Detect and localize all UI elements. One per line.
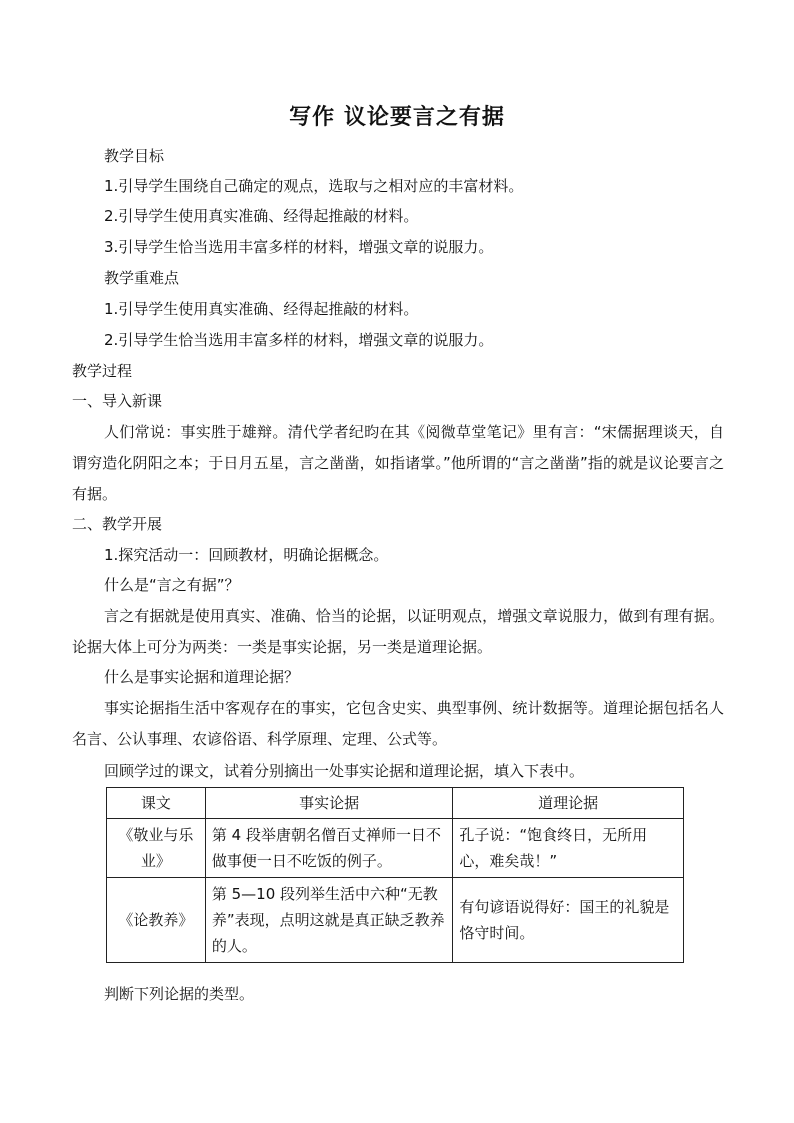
process-heading: 教学过程 xyxy=(72,362,133,380)
evidence-table xyxy=(106,787,684,963)
section-heading-development: 二、教学开展 xyxy=(72,515,163,533)
goal-item-3: 3.引导学生恰当选用丰富多样的材料，增强文章的说服力。 xyxy=(104,238,494,256)
section-heading-intro: 一、导入新课 xyxy=(72,392,163,410)
goal-item-2: 2.引导学生使用真实准确、经得起推敲的材料。 xyxy=(104,207,419,225)
table-header-cell: 事实论据 xyxy=(205,788,453,819)
key-points-heading: 教学重难点 xyxy=(104,269,180,287)
key-point-item-2: 2.引导学生恰当选用丰富多样的材料，增强文章的说服力。 xyxy=(104,331,494,349)
table-header-cell: 课文 xyxy=(107,788,206,819)
activity-1: 1.探究活动一：回顾教材，明确论据概念。 xyxy=(104,546,389,564)
key-point-item-1: 1.引导学生使用真实准确、经得起推敲的材料。 xyxy=(104,300,419,318)
answer-2-paragraph: 事实论据指生活中客观存在的事实，它包含史实、典型事例、统计数据等。道理论据包括名人名言、公认事理、农谚俗语、科学原理、定理、公式等。 xyxy=(72,699,724,748)
table-cell-text: 《敬业与乐业》 xyxy=(107,819,206,878)
table-row xyxy=(107,878,684,963)
goals-heading: 教学目标 xyxy=(104,147,165,165)
table-header-cell: 道理论据 xyxy=(453,788,684,819)
question-2: 什么是事实论据和道理论据？ xyxy=(104,668,300,686)
table-header-row xyxy=(107,788,684,819)
goal-item-1: 1.引导学生围绕自己确定的观点，选取与之相对应的丰富材料。 xyxy=(104,177,524,195)
answer-1-paragraph: 言之有据就是使用真实、准确、恰当的论据，以证明观点，增强文章说服力，做到有理有据。论据大体上可分为两类：一类是事实论据，另一类是道理论据。 xyxy=(72,607,724,656)
table-cell-reason: 孔子说：“饱食终日，无所用心，难矣哉！” xyxy=(453,819,684,878)
table-cell-reason: 有句谚语说得好：国王的礼貌是恪守时间。 xyxy=(453,878,684,963)
table-cell-text: 《论教养》 xyxy=(107,878,206,963)
table-instruction: 回顾学过的课文，试着分别摘出一处事实论据和道理论据，填入下表中。 xyxy=(104,762,585,780)
question-1: 什么是“言之有据”？ xyxy=(104,576,240,594)
footer-line: 判断下列论据的类型。 xyxy=(104,985,255,1003)
intro-paragraph: 人们常说：事实胜于雄辩。清代学者纪昀在其《阅微草堂笔记》里有言：“宋儒据理谈天，自谓穷造化阴阳之本；于日月五星，言之凿凿，如指诸掌。”他所谓的“言之凿凿”指的就是议论要言之有据。 xyxy=(72,423,724,503)
page-title: 写作 议论要言之有据 xyxy=(289,104,505,130)
table-cell-fact: 第 4 段举唐朝名僧百丈禅师一日不做事便一日不吃饭的例子。 xyxy=(205,819,453,878)
table-row xyxy=(107,819,684,878)
table-cell-fact: 第 5—10 段列举生活中六种“无教养”表现，点明这就是真正缺乏教养的人。 xyxy=(205,878,453,963)
